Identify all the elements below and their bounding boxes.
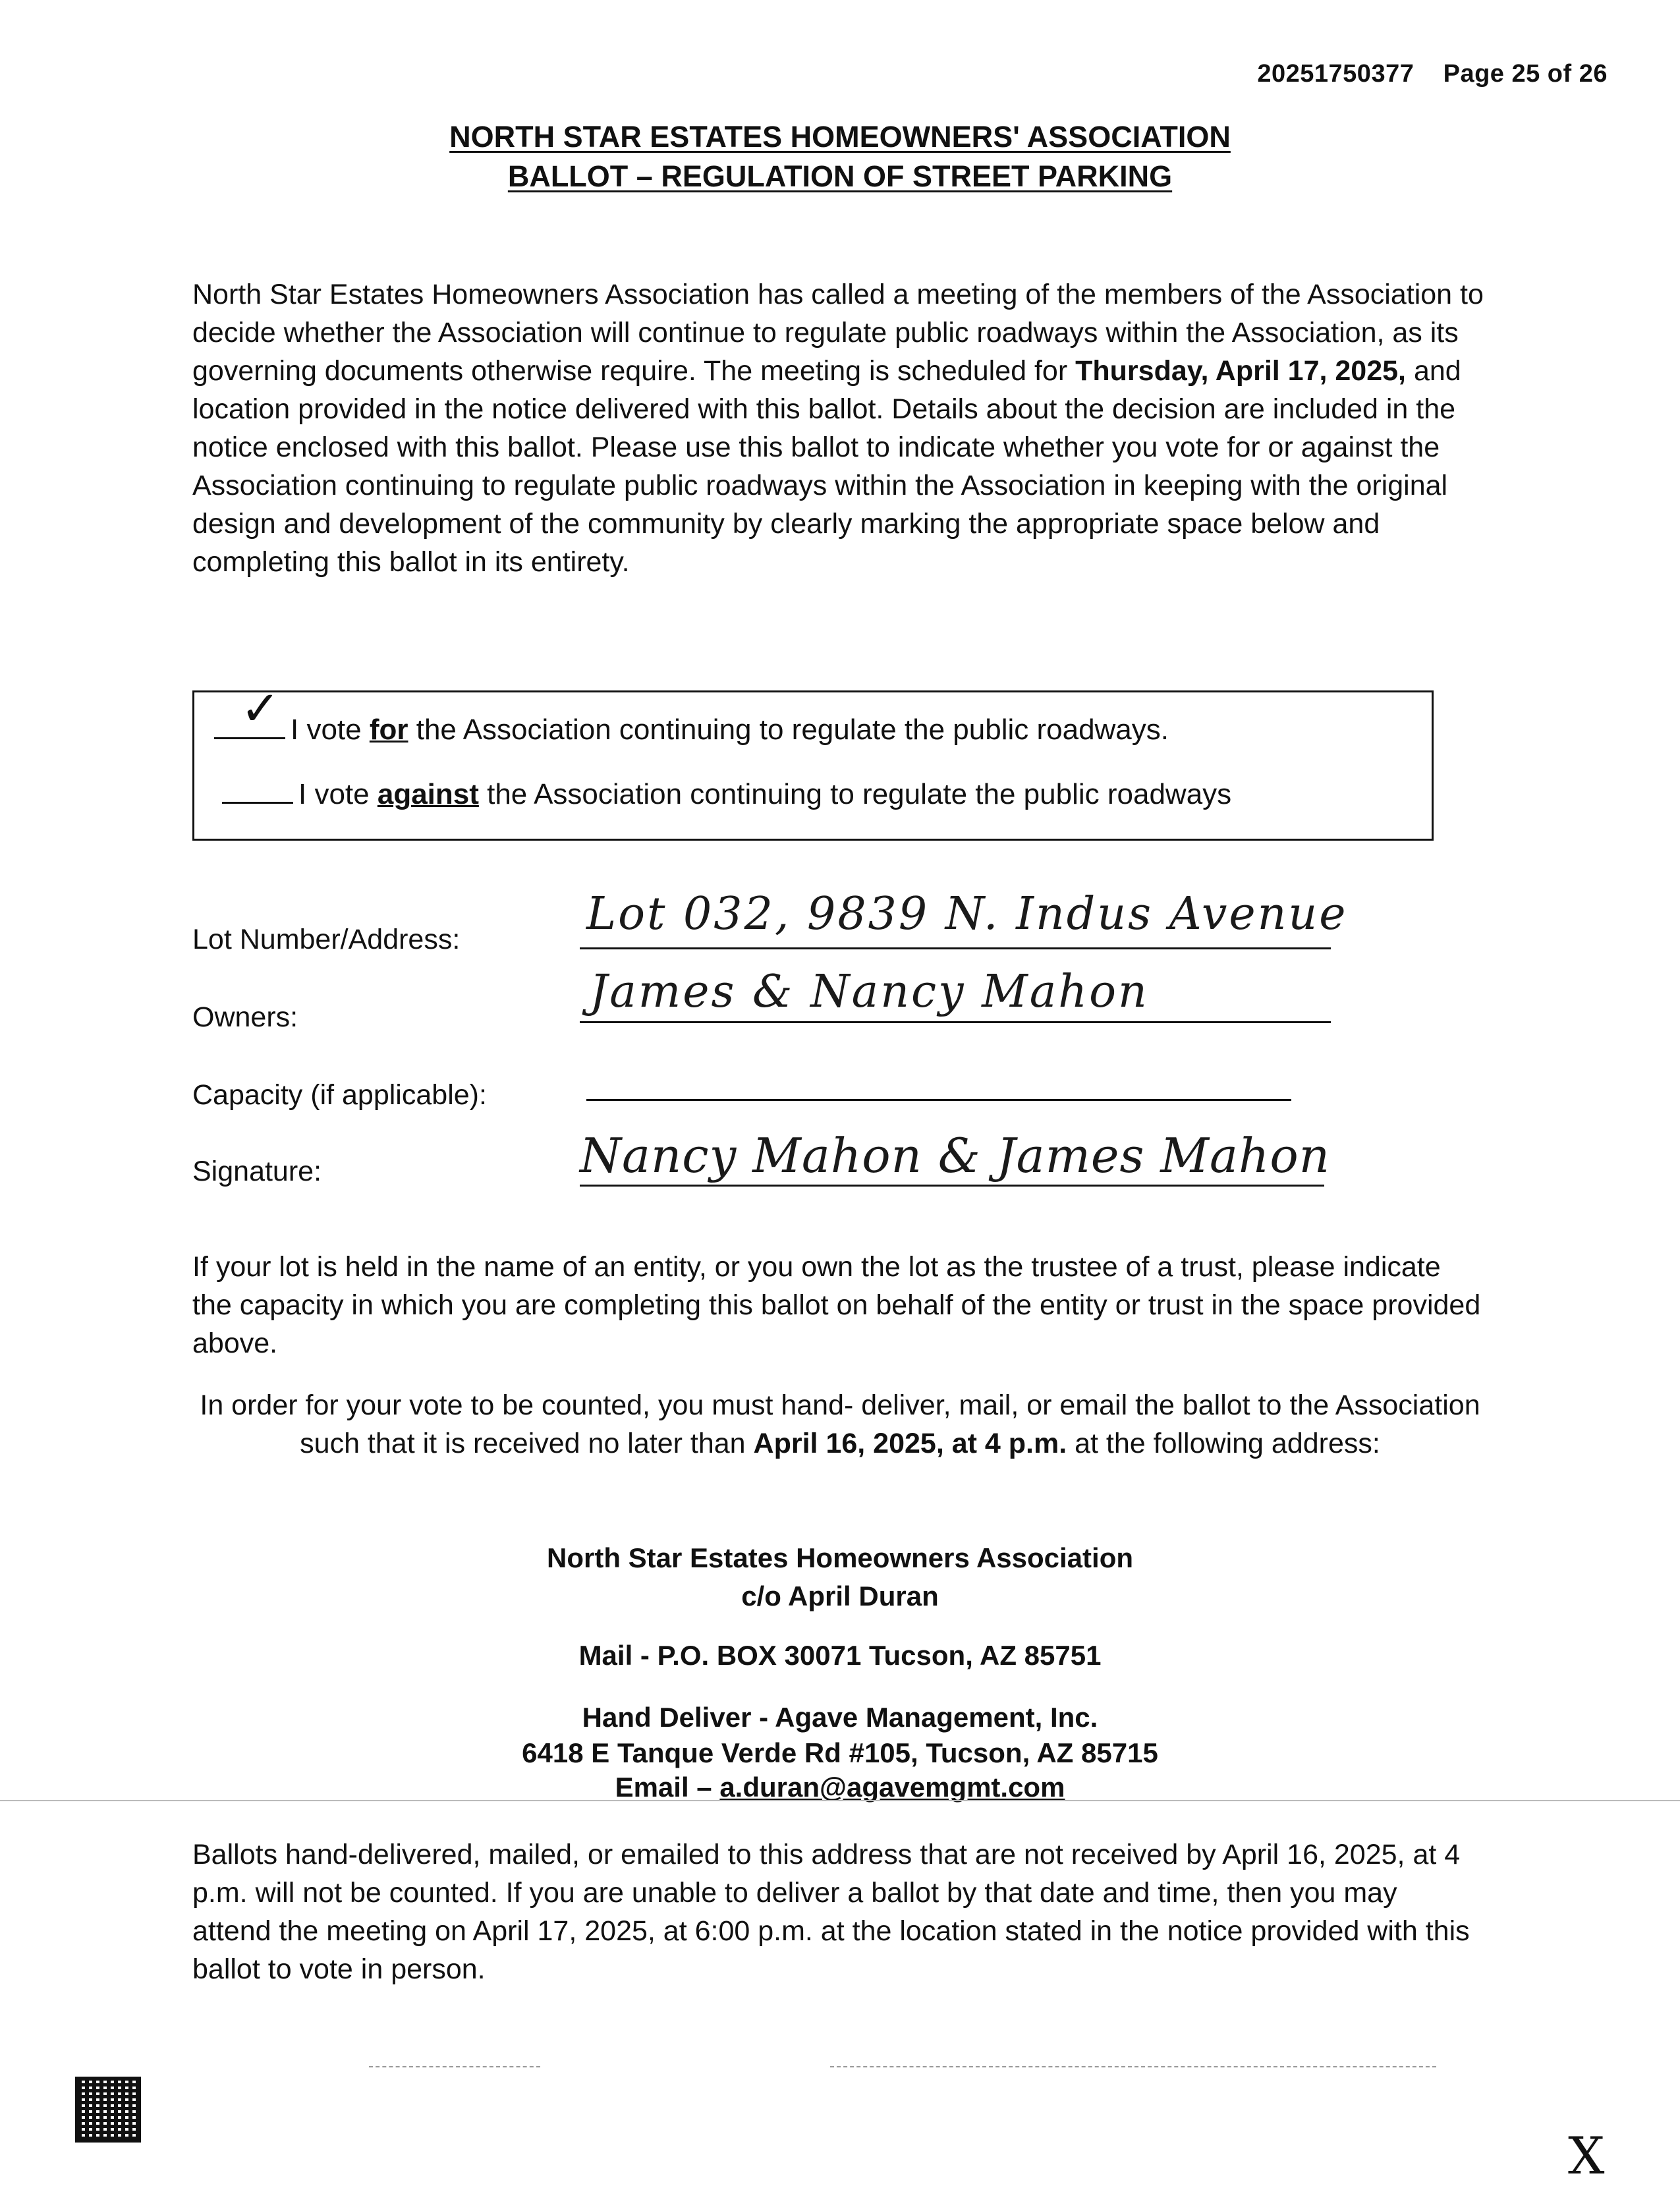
entity-note: If your lot is held in the name of an entity, or you own the lot as the trustee of a trust, please indicate the capacity in which you are completing this ballot on behalf of the entity or trust in the space provided above. xyxy=(192,1251,1481,1359)
lot-address-value[interactable]: Lot 032, 9839 N. Indus Avenue xyxy=(586,888,1348,940)
qr-code-icon xyxy=(75,2077,141,2143)
scan-divider xyxy=(0,1800,1680,1801)
closing-paragraph: Ballots hand-delivered, mailed, or emailed to this address that are not received by April 16, 2025, at 4 p.m. will not be counted. If you are unable to deliver a ballot by that date and time, then you may attend the meeting on April 17, 2025, at 6:00 p.m. at the location stated in the notice provided with this ballot to vote in person. xyxy=(192,1839,1470,1985)
signature-line xyxy=(580,1185,1324,1187)
delivery-instructions: In order for your vote to be counted, you must hand- deliver, mail, or email the ballot to the Association such that it is received no later than April 16, 2025, at 4 p.m. at the following address: xyxy=(200,1389,1480,1459)
owners-line xyxy=(580,1021,1331,1023)
lot-address-label: Lot Number/Address: xyxy=(192,924,461,955)
title-ballot: BALLOT – REGULATION OF STREET PARKING xyxy=(507,159,1173,193)
capacity-line xyxy=(586,1099,1291,1101)
vote-for-keyword: for xyxy=(369,714,408,746)
page-number: Page 25 of 26 xyxy=(1443,60,1608,88)
checkmark-icon: ✓ xyxy=(240,681,281,736)
signature-label: Signature: xyxy=(192,1156,322,1187)
owners-label: Owners: xyxy=(192,1001,298,1033)
email-link[interactable]: a.duran@agavemgmt.com xyxy=(719,1772,1065,1803)
title-association: NORTH STAR ESTATES HOMEOWNERS' ASSOCIATION xyxy=(449,120,1231,154)
address-attn: c/o April Duran xyxy=(741,1581,939,1611)
scan-artifact-left xyxy=(369,2066,540,2067)
vote-for-option[interactable]: ✓ I vote for the Association continuing to regulate the public roadways. xyxy=(214,711,1169,746)
vote-against-checkbox[interactable] xyxy=(222,775,293,804)
vote-against-option[interactable]: I vote against the Association continuing to regulate the public roadways xyxy=(222,775,1231,811)
intro-paragraph: North Star Estates Homeowners Association has called a meeting of the members of the Association to decide whether the Association will continue to regulate public roadways within the Association, as its governing documents otherwise require. The meeting is scheduled for Thursday, April 17, 2025, and location provided in the notice delivered with this ballot. Details about the decision are included in the notice enclosed with this ballot. Please use this ballot to indicate whether you vote for or against the Association continuing to regulate public roadways within the Association in keeping with the original design and development of the community by clearly marking the appropriate space below and completing this ballot in its entirety. xyxy=(192,279,1484,578)
deadline: April 16, 2025, at 4 p.m. xyxy=(753,1428,1067,1459)
handwritten-x-mark: X xyxy=(1568,2127,1605,2186)
vote-against-keyword: against xyxy=(377,778,479,810)
meeting-date: Thursday, April 17, 2025, xyxy=(1075,355,1406,387)
address-street: 6418 E Tanque Verde Rd #105, Tucson, AZ 85715 xyxy=(522,1737,1158,1768)
document-header xyxy=(1243,32,1608,88)
signature-value[interactable]: Nancy Mahon & James Mahon xyxy=(580,1128,1331,1183)
ballot-options-box xyxy=(192,681,1434,841)
address-org: North Star Estates Homeowners Association xyxy=(547,1542,1133,1573)
owners-value[interactable]: James & Nancy Mahon xyxy=(590,966,1149,1018)
lot-address-line xyxy=(580,947,1331,949)
address-mail: Mail - P.O. BOX 30071 Tucson, AZ 85751 xyxy=(578,1640,1102,1671)
address-hand-deliver: Hand Deliver - Agave Management, Inc. xyxy=(582,1702,1098,1733)
address-email-line: Email – a.duran@agavemgmt.com xyxy=(615,1772,1065,1803)
document-number: 20251750377 xyxy=(1257,60,1414,88)
scan-artifact-right xyxy=(830,2066,1436,2067)
capacity-label: Capacity (if applicable): xyxy=(192,1079,487,1111)
vote-for-checkbox[interactable] xyxy=(214,681,285,739)
